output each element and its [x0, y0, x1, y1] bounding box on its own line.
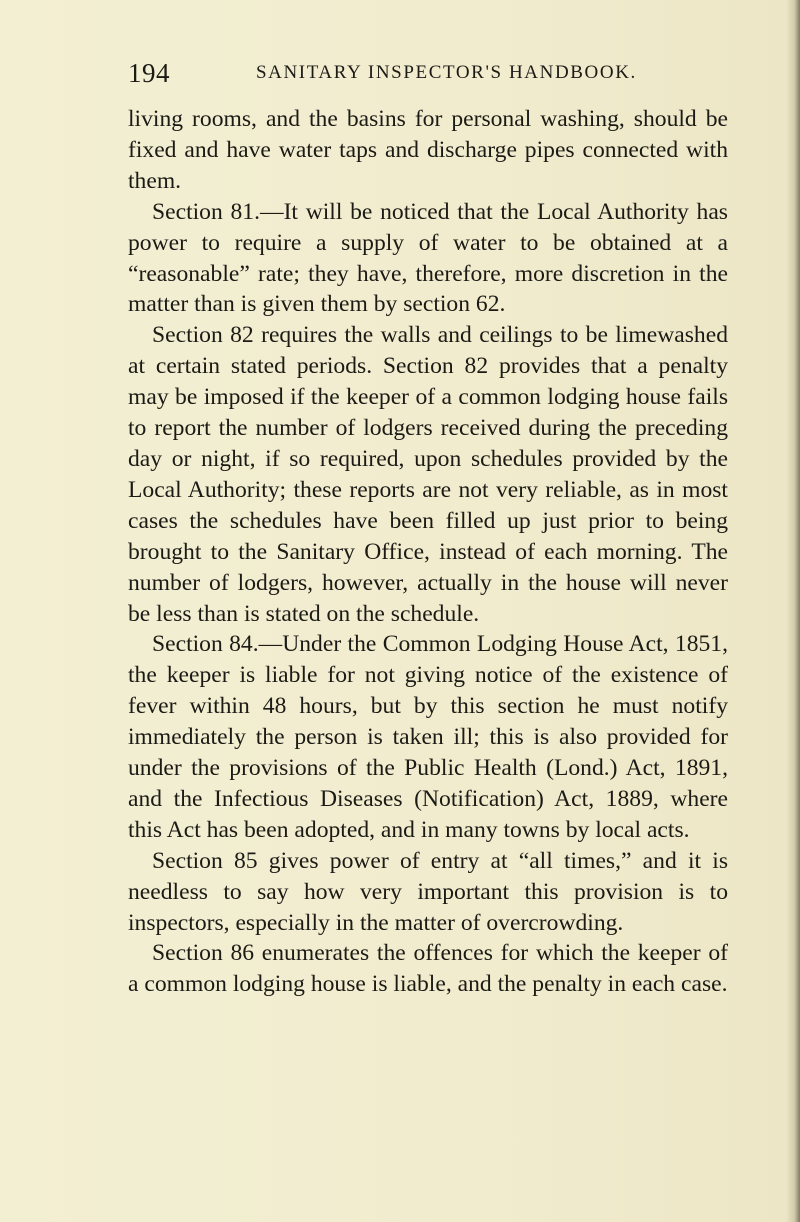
body-text	[128, 104, 728, 1000]
paragraph-section-82: Section 82 requires the walls and ceilings to be limewashed at certain stated periods. Section 82 provides that a penalty may be imposed if the keeper of a common lodging house fails to report the number of lodgers received during the preceding day or night, if so required, upon schedules provided by the Local Authority; these reports are not very reliable, as in most cases the schedules have been filled up just prior to being brought to the Sanitary Office, instead of each morning. The number of lodgers, however, actually in the house will never be less than is stated on the schedule.	[128, 322, 728, 627]
page-header	[128, 58, 748, 88]
paragraph-section-86: Section 86 enumerates the offences for which the keeper of a common lodging house is liable, and the penalty in each case.	[128, 940, 728, 998]
paragraph-section-81: Section 81.—It will be noticed that the Local Authority has power to require a supply of water to be obtained at a “reasonable” rate; they have, therefore, more discretion in the matter than is given them by section 62.	[128, 198, 728, 318]
page-edge-shadow	[786, 0, 800, 1222]
running-title: SANITARY INSPECTOR'S HANDBOOK.	[256, 62, 637, 83]
paragraph-section-84: Section 84.—Under the Common Lodging House Act, 1851, the keeper is liable for not giving notice of the existence of fever within 48 hours, but by this section he must notify immediately the person is taken ill; this is also provided for under the provisions of the Public Health (Lond.) Act, 1891, and the Infectious Diseases (Notification) Act, 1889, where this Act has been adopted, and in many towns by local acts.	[128, 631, 728, 843]
paragraph-continuation: living rooms, and the basins for personal washing, should be fixed and have water taps and discharge pipes connected with them.	[128, 106, 728, 194]
page-number: 194	[128, 58, 170, 88]
paragraph-section-85: Section 85 gives power of entry at “all times,” and it is needless to say how very important this provision is to inspectors, especially in the matter of overcrowding.	[128, 847, 728, 936]
